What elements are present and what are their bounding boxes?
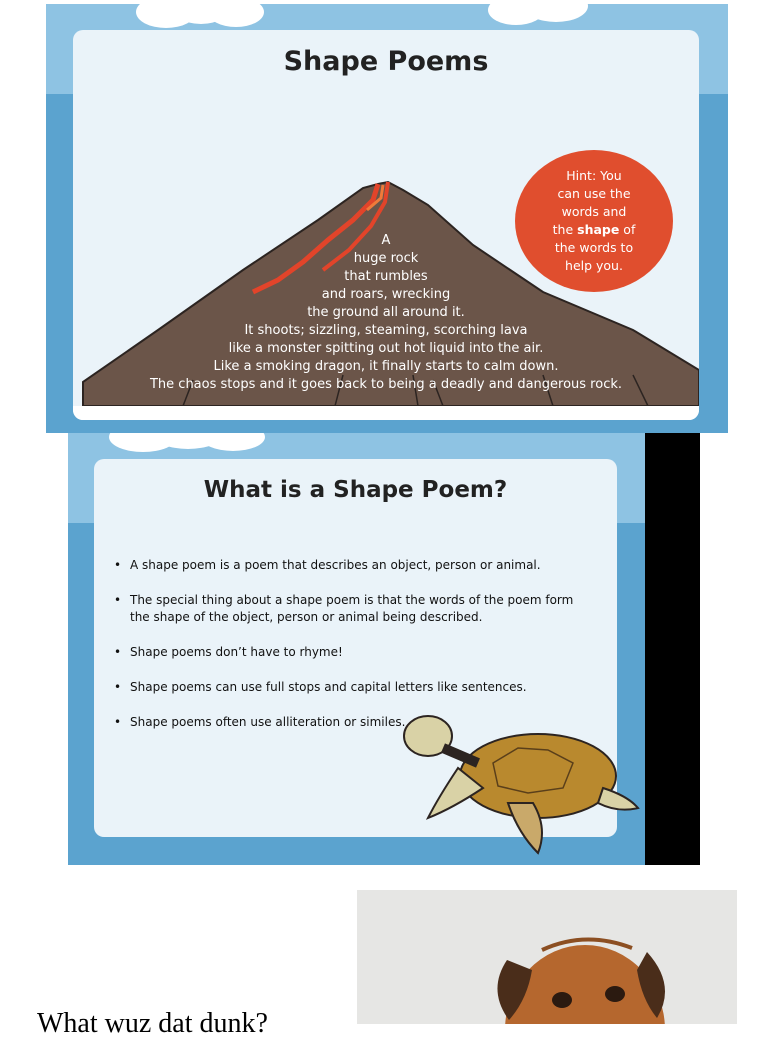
cloud-icon [136, 4, 266, 30]
slide-title: Shape Poems [283, 46, 489, 77]
list-item: • Shape poems often use alliteration or similes. [114, 714, 594, 731]
hint-line: words and [561, 204, 627, 219]
list-item: • A shape poem is a poem that describes an object, person or animal. [114, 557, 594, 574]
poem-line: A [381, 233, 391, 248]
poem-line: The chaos stops and it goes back to being a deadly and dangerous rock. [149, 377, 623, 392]
hint-line: help you. [565, 258, 623, 273]
hint-line [553, 221, 636, 239]
dog-icon [357, 890, 737, 1024]
list-item: • Shape poems can use full stops and capital letters like sentences. [114, 679, 594, 696]
cloud-icon [486, 4, 596, 26]
poem-line: the ground all around it. [307, 305, 465, 320]
list-item: • Shape poems don’t have to rhyme! [114, 644, 594, 661]
poem-line: It shoots; sizzling, steaming, scorching lava [244, 323, 528, 338]
slide-what-is-shape-poem [68, 433, 700, 865]
letterbox-bar [645, 433, 700, 865]
sea-turtle-icon [398, 708, 643, 858]
question-text: What wuz dat dunk? [37, 1008, 268, 1039]
slide-shape-poems [46, 4, 728, 433]
cloud-icon [108, 433, 268, 457]
hint-text: the [552, 222, 578, 237]
slide-title: What is a Shape Poem? [203, 477, 508, 503]
poem-line: that rumbles [344, 269, 428, 284]
list-item: • The special thing about a shape poem is that the words of the poem form the shape of the object, person or animal being described. [114, 592, 594, 626]
hint-line: can use the [557, 186, 631, 201]
poem-line: huge rock [353, 251, 419, 266]
hint-bubble [515, 150, 673, 292]
hint-line: the words to [554, 240, 634, 255]
poem-line: and roars, wrecking [321, 287, 451, 302]
dog-photo [357, 890, 737, 1024]
slide-card [73, 30, 699, 420]
hint-line: Hint: You [566, 168, 622, 183]
hint-bold-word: shape [577, 222, 620, 237]
poem-line: like a monster spitting out hot liquid into the air. [228, 341, 544, 356]
poem-line: Like a smoking dragon, it finally starts to calm down. [213, 359, 559, 374]
hint-text: of [619, 222, 636, 237]
